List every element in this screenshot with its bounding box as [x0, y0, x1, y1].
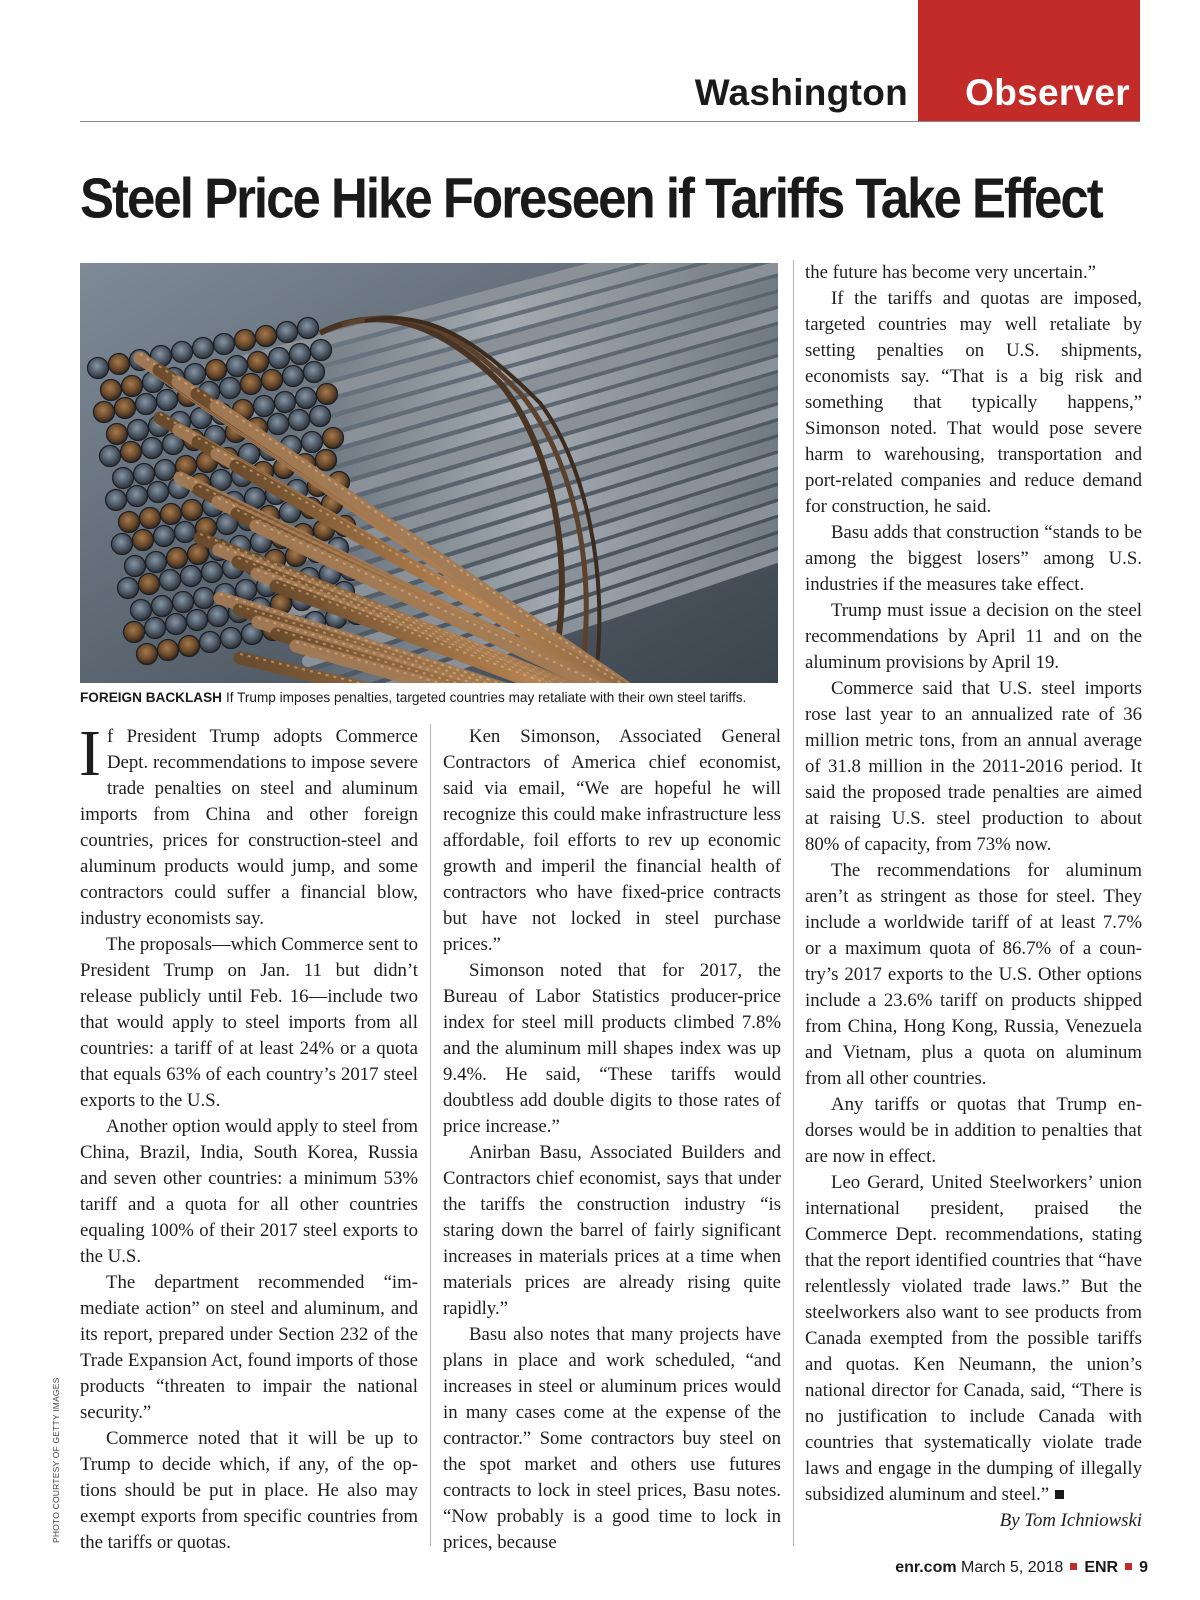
caption-text: If Trump imposes penalties, targeted countries may retaliate with their own steel tariffs.: [225, 690, 747, 705]
article-paragraph: Commerce said that U.S. steel imports rose last year to an annualized rate of 36 million metric tons, from an annual average of 31.8 million in the 2011-2016 period. It said the proposed trade penalties are aimed at raising U.S. steel production to about 80% of capacity, from 73% now.: [805, 678, 1142, 855]
page-footer: [895, 1559, 1148, 1577]
headline: Steel Price Hike Foreseen if Tariffs Take Effect: [80, 166, 1102, 230]
drop-cap: I: [79, 717, 101, 790]
article-paragraph: Basu also notes that many projects have plans in place and work scheduled, “and increases in steel or aluminum prices would in many cases come at the expense of the contractor.” Some contractors buy steel on the spot market and others use futures contracts to lock in steel prices, Basu notes. “Now probably is a good time to lock in prices, because: [443, 1324, 781, 1553]
end-mark: [1055, 1490, 1064, 1499]
article-paragraph: Ken Simonson, Associated General Contractors of America chief economist, said via email, “We are hopeful he will recognize this could make infrastructure less affordable, foil efforts to rev up economic growth and imperil the financial health of contractors who have fixed-price contracts but have not locked in steel purchase prices.”: [443, 726, 781, 955]
article-column-1: [79, 717, 418, 1556]
column-divider: [430, 724, 431, 1546]
photo-credit: PHOTO COURTESY OF GETTY IMAGES: [51, 1377, 61, 1543]
footer-site: enr.com: [895, 1559, 957, 1576]
footer-page-number: 9: [1139, 1559, 1148, 1576]
article-column-2: [443, 724, 781, 1556]
article-paragraph: The department recommended “immediate action” on steel and aluminum, and its report, prepared under Section 232 of the Trade Expansion Act, found imports of those products “threaten to impair the national security.”: [80, 1272, 418, 1423]
article-column-3: [805, 260, 1142, 1534]
photo-caption: [80, 690, 790, 706]
footer-separator: [1070, 1563, 1077, 1570]
article-paragraph: Commerce noted that it will be up to Trump to decide which, if any, of the options should be put in place. He also may exempt exports from specific countries from the tariffs or quotas.: [80, 1428, 418, 1553]
footer-magazine: ENR: [1084, 1559, 1119, 1576]
footer-date: March 5, 2018: [961, 1559, 1064, 1576]
steel-rebar-photo: [80, 263, 778, 683]
article-paragraph: The recommendations for aluminum aren’t as stringent as those for steel. They include a worldwide tariff of at least 7.7% or a maximum quota of 86.7% of a country’s 2017 exports to the U.S. Other options include a 23.6% tariff on products shipped from China, Hong Kong, Russia, Venezuela and Vietnam, plus a quota on aluminum from all other countries.: [805, 860, 1142, 1089]
section-title-word1: Washington: [694, 72, 908, 113]
section-header: [80, 0, 1140, 122]
article-paragraph: If President Trump adopts Commerce Dept. recommendations to impose severe trade penalties on steel and aluminum imports from China and other foreign countries, prices for construction-steel and aluminum products would jump, and some contractors could suffer a financial blow, industry economists say.: [79, 717, 418, 929]
article-paragraph: Simonson noted that for 2017, the Bureau of Labor Statistics producer-price index for steel mill products climbed 7.8% and the aluminum mill shapes index was up 9.4%. He said, “These tariffs would doubtless add double digits to those rates of price increase.”: [443, 960, 781, 1137]
article-paragraph: The proposals—which Commerce sent to President Trump on Jan. 11 but didn’t release publicly until Feb. 16—include two that would apply to steel imports from all countries: a tariff of at least 24% or a quota that equals 63% of each country’s 2017 steel exports to the U.S.: [80, 934, 418, 1111]
article-paragraph: Any tariffs or quotas that Trump endorses would be in addition to penalties that are now in effect.: [805, 1094, 1142, 1167]
caption-label: FOREIGN BACKLASH: [80, 690, 222, 705]
column-divider: [793, 260, 794, 1546]
article-paragraph: Trump must issue a decision on the steel recommendations by April 11 and on the aluminum provisions by April 19.: [805, 600, 1142, 673]
article-paragraph: Basu adds that construction “stands to be among the biggest losers” among U.S. industries if the measures take effect.: [805, 522, 1142, 595]
article-paragraph: Anirban Basu, Associated Builders and Contractors chief economist, says that under the tariffs the construction industry “is staring down the barrel of fairly significant increases in materials prices at a time when materials prices are already rising quite rapidly.”: [443, 1142, 781, 1319]
article-paragraph: Another option would apply to steel from China, Brazil, India, South Korea, Russia and seven other countries: a minimum 53% tariff and a quota for all other countries equaling 100% of their 2017 steel exports to the U.S.: [80, 1116, 418, 1267]
section-title-word2: Observer: [965, 72, 1130, 113]
footer-separator: [1125, 1563, 1132, 1570]
article-paragraph: If the tariffs and quotas are imposed, targeted countries may well retaliate by setting penalties on U.S. shipments, economists say. “That is a big risk and something that typically happens,” Simonson noted. That would pose severe harm to warehousing, transportation and port-related companies and reduce demand for construction, he said.: [805, 288, 1142, 517]
article-paragraph: the future has become very uncertain.”: [805, 262, 1096, 283]
byline: By Tom Ichniowski: [999, 1510, 1142, 1531]
article-paragraph: Leo Gerard, United Steelworkers’ union international president, praised the Commerce Dept. recommendations, stating that the report identified countries that “have relentlessly violated trade laws.” But the steelworkers also want to see products from Canada exempted from the possible tariffs and quotas. Ken Neumann, the union’s national director for Canada, said, “There is no justification to include Canada with countries that systematically violate trade laws and engage in the dumping of illegally subsidized aluminum and steel.”: [805, 1172, 1142, 1505]
